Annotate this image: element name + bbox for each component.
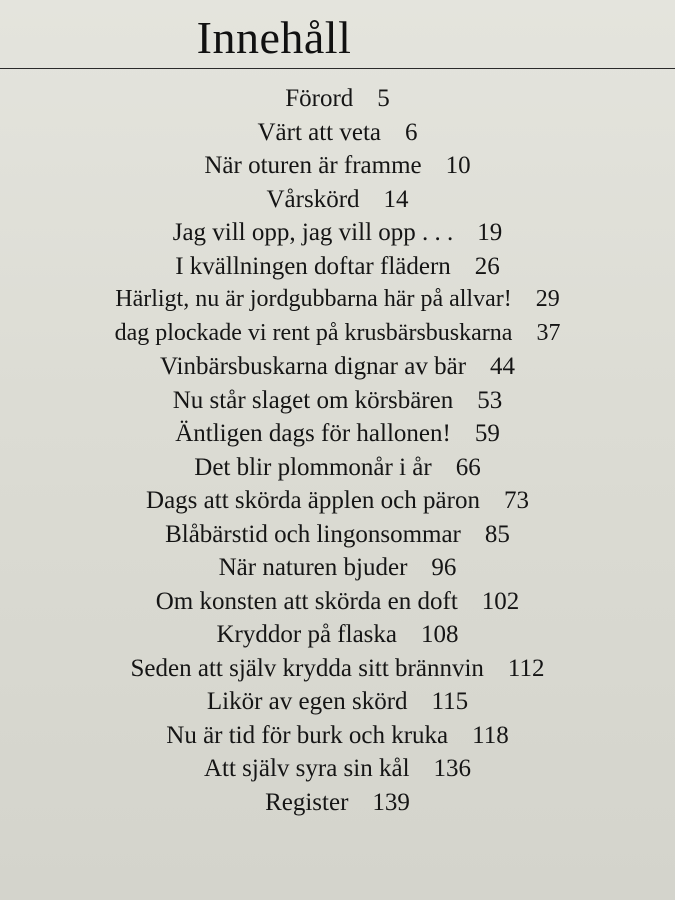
toc-entry xyxy=(0,585,675,619)
toc-entry xyxy=(0,350,675,384)
toc-entry-page: 66 xyxy=(455,453,481,481)
toc-entry-page: 26 xyxy=(474,252,500,280)
toc-entry xyxy=(0,216,675,250)
toc-entry-title: Jag vill opp, jag vill opp . . . xyxy=(172,219,454,246)
toc-entry xyxy=(0,283,675,317)
toc-entry xyxy=(0,752,675,786)
toc-entry-page: 102 xyxy=(481,587,520,615)
toc-entry-page: 37 xyxy=(536,319,561,346)
toc-entry-title: Nu är tid för burk och kruka xyxy=(166,721,449,749)
title-divider xyxy=(0,68,675,69)
toc-entry xyxy=(0,652,675,686)
toc-entry-page: 136 xyxy=(433,755,472,782)
toc-entry-page: 19 xyxy=(477,219,503,246)
toc-entry-page: 85 xyxy=(484,520,510,548)
toc-entry xyxy=(0,149,675,183)
toc-entry-page: 115 xyxy=(431,688,469,715)
toc-entry-page: 44 xyxy=(490,353,516,380)
toc-entry xyxy=(0,451,675,485)
toc-entry-page: 118 xyxy=(472,721,509,749)
toc-entry-title: Det blir plommonår i år xyxy=(194,453,432,481)
toc-entry-title: dag plockade vi rent på krusbärsbuskarna xyxy=(114,319,513,346)
toc-entry xyxy=(0,183,675,217)
toc-entry xyxy=(0,82,675,116)
toc-entry-title: Kryddor på flaska xyxy=(216,621,397,648)
toc-entry xyxy=(0,484,675,518)
toc-entry xyxy=(0,317,675,351)
toc-entry-page: 108 xyxy=(421,621,459,648)
toc-entry xyxy=(0,250,675,284)
toc-entry-title: Att själv syra sin kål xyxy=(203,755,410,782)
toc-entry-page: 96 xyxy=(431,554,457,581)
toc-entry-title: Vinbärsbuskarna dignar av bär xyxy=(159,353,467,380)
toc-entry-title: Förord xyxy=(285,85,354,112)
toc-entry-title: Nu står slaget om körsbären xyxy=(172,386,454,414)
toc-entry-title: Äntligen dags för hallonen! xyxy=(175,420,451,447)
toc-entry-title: I kvällningen doftar flädern xyxy=(175,252,451,280)
toc-entry-title: När naturen bjuder xyxy=(218,554,408,581)
toc-entry-title: Register xyxy=(265,788,349,816)
toc-entry xyxy=(0,417,675,451)
toc-entry-page: 59 xyxy=(474,420,500,447)
toc-entry xyxy=(0,518,675,552)
toc-entry-page: 14 xyxy=(383,185,409,213)
toc-entry-title: Vårskörd xyxy=(266,185,360,213)
toc-entry-title: Härligt, nu är jordgubbarna här på allvar! xyxy=(115,286,512,312)
toc-entry-page: 112 xyxy=(507,654,545,682)
toc-entry-title: Likör av egen skörd xyxy=(206,688,408,715)
toc-entry-page: 5 xyxy=(377,85,390,112)
toc-entry xyxy=(0,618,675,652)
table-of-contents xyxy=(0,82,675,819)
toc-entry-title: Dags att skörda äpplen och päron xyxy=(146,487,480,514)
toc-entry-title: Värt att veta xyxy=(257,118,382,146)
toc-entry-page: 139 xyxy=(372,788,410,816)
toc-entry xyxy=(0,786,675,820)
toc-entry-title: Blåbärstid och lingonsommar xyxy=(165,520,461,548)
toc-entry-page: 10 xyxy=(445,152,471,179)
toc-entry-title: Om konsten att skörda en doft xyxy=(155,587,458,615)
toc-entry-page: 29 xyxy=(535,286,560,312)
toc-entry-page: 53 xyxy=(477,386,503,414)
toc-entry-title: När oturen är framme xyxy=(204,152,422,179)
toc-entry-page: 73 xyxy=(503,487,529,514)
toc-entry xyxy=(0,116,675,150)
page-title: Innehåll xyxy=(196,12,352,63)
toc-entry xyxy=(0,384,675,418)
toc-entry-title: Seden att själv krydda sitt brännvin xyxy=(130,654,484,682)
toc-entry xyxy=(0,719,675,753)
toc-entry-page: 6 xyxy=(405,118,418,146)
toc-entry xyxy=(0,551,675,585)
toc-entry xyxy=(0,685,675,719)
